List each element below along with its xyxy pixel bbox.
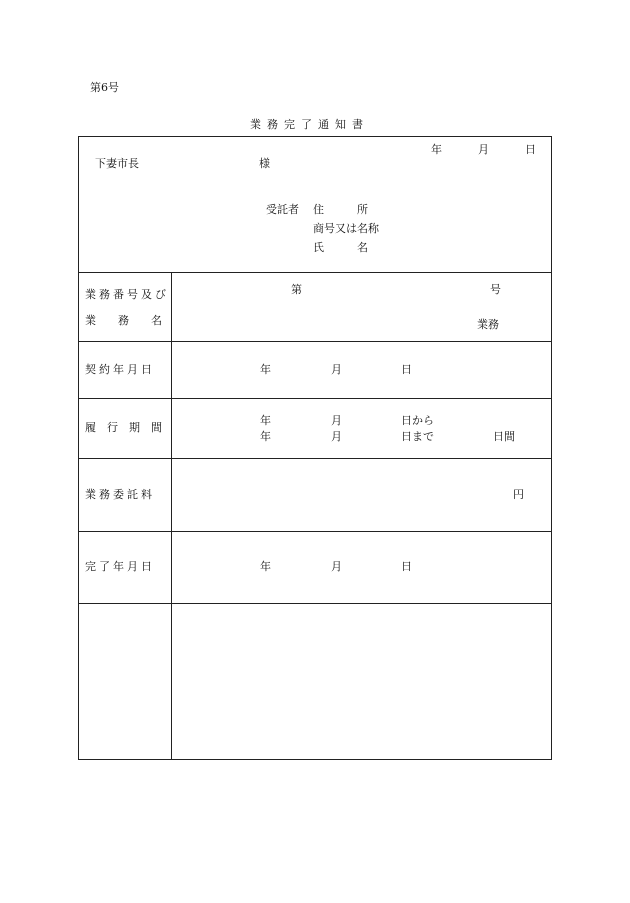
date-month-label: 月 [478, 143, 489, 156]
completion-day: 日 [401, 560, 412, 573]
completion-month: 月 [331, 560, 342, 573]
contractor-label: 受託者 [266, 203, 299, 216]
performance-period-label: 履 行 期 間 [85, 421, 162, 434]
period-from-month: 月 [331, 414, 342, 427]
person-name-label: 氏 名 [313, 241, 368, 254]
fee-label: 業務委託料 [85, 488, 155, 501]
row-divider [78, 341, 552, 342]
period-to-day: 日まで [401, 430, 434, 443]
address-label: 住 所 [313, 203, 368, 216]
contract-year: 年 [260, 363, 271, 376]
period-from-day: 日から [401, 414, 434, 427]
contract-date-label: 契約年月日 [85, 363, 155, 376]
addressee: 下妻市長 [95, 157, 139, 170]
fee-unit: 円 [513, 488, 524, 501]
column-divider [171, 272, 172, 760]
completion-date-label: 完了年月日 [85, 560, 155, 573]
date-day-label: 日 [525, 143, 536, 156]
business-number-suffix: 号 [490, 283, 501, 296]
contract-day: 日 [401, 363, 412, 376]
row-divider [78, 272, 552, 273]
row-divider [78, 531, 552, 532]
honorific: 様 [259, 157, 270, 170]
row-divider [78, 603, 552, 604]
row-divider [78, 398, 552, 399]
period-from-year: 年 [260, 414, 271, 427]
row-divider [78, 458, 552, 459]
business-name-suffix: 業務 [477, 318, 499, 331]
business-number-prefix: 第 [291, 283, 302, 296]
date-year-label: 年 [431, 143, 442, 156]
business-name-label: 業 務 名 [85, 314, 162, 327]
period-to-year: 年 [260, 430, 271, 443]
form-number: 第6号 [90, 81, 119, 94]
completion-year: 年 [260, 560, 271, 573]
contract-month: 月 [331, 363, 342, 376]
business-number-label: 業務番号及び [85, 288, 169, 301]
document-title: 業務完了通知書 [250, 118, 369, 131]
period-to-month: 月 [331, 430, 342, 443]
company-name-label: 商号又は名称 [313, 222, 379, 235]
period-days: 日間 [493, 430, 515, 443]
